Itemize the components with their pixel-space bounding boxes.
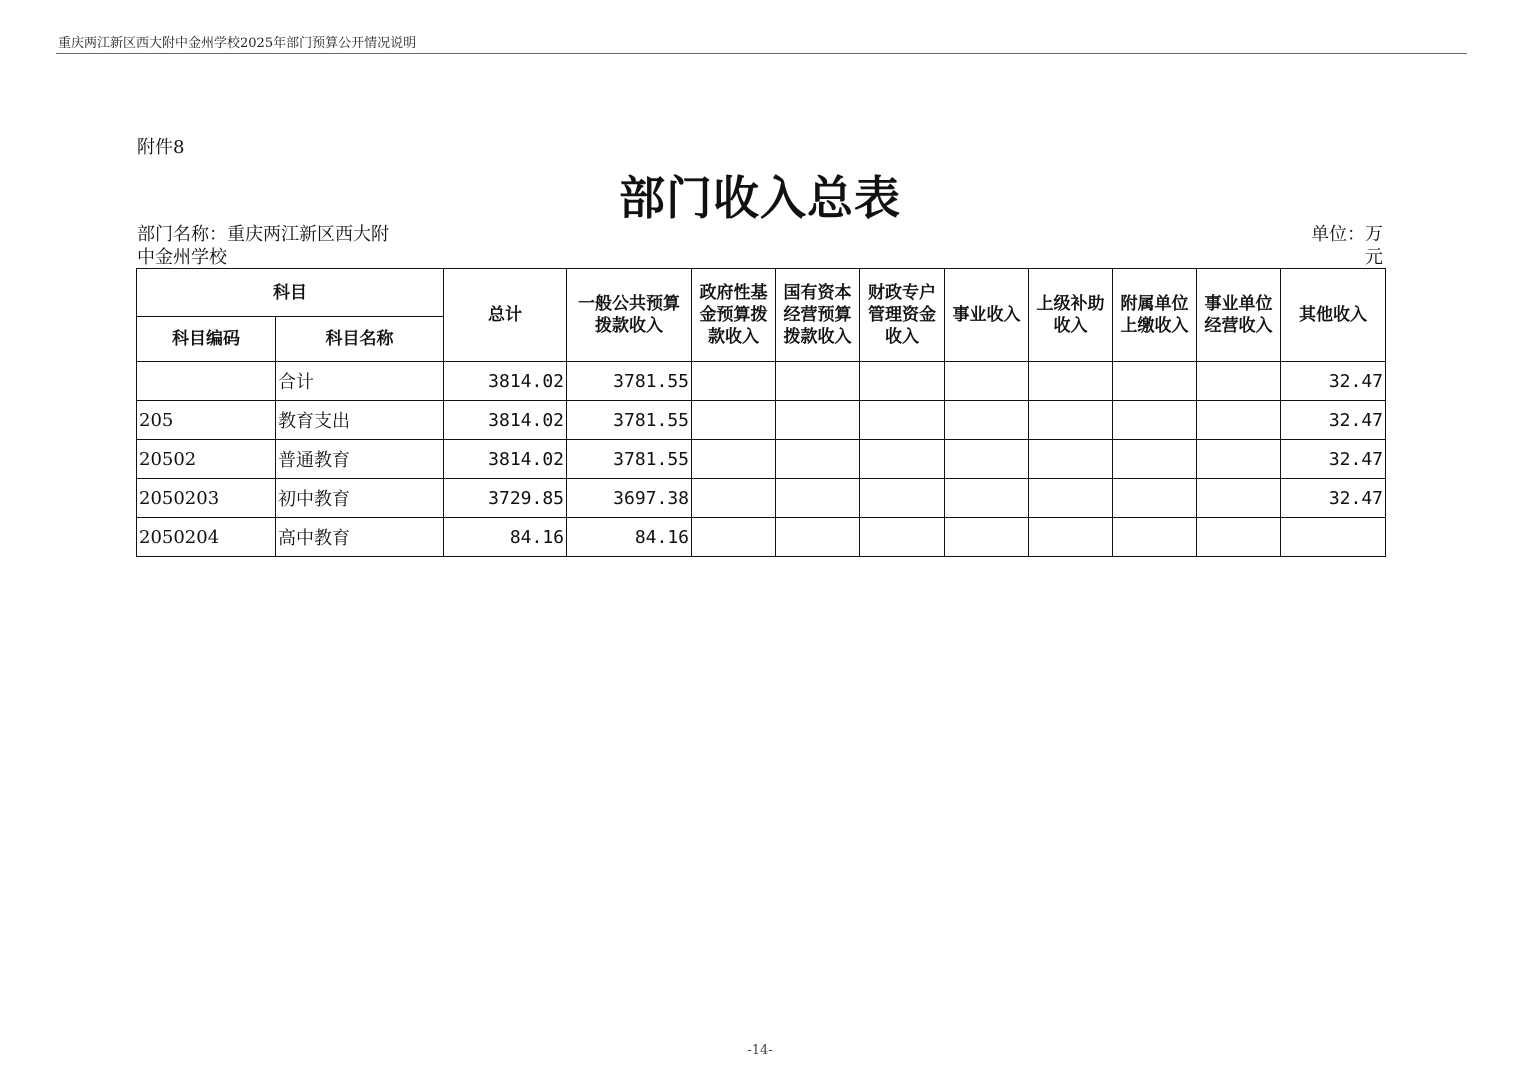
cell-total: 3814.02 [444, 362, 567, 401]
cell-affiliated-turnover [1113, 479, 1197, 518]
table-row [137, 440, 1386, 479]
cell-fiscal-special [860, 479, 945, 518]
cell-superior-subsidy [1029, 362, 1113, 401]
unit-label-line2: 元 [1365, 247, 1383, 268]
attachment-label: 附件8 [137, 137, 185, 158]
cell-other-income [1281, 518, 1386, 557]
header-total: 总计 [444, 269, 567, 362]
cell-superior-subsidy [1029, 518, 1113, 557]
cell-superior-subsidy [1029, 440, 1113, 479]
table-row [137, 362, 1386, 401]
cell-business-operation [1197, 362, 1281, 401]
cell-general-budget: 3781.55 [567, 401, 692, 440]
cell-business-income [945, 440, 1029, 479]
cell-total: 3729.85 [444, 479, 567, 518]
department-name [137, 223, 437, 269]
header-subject-code: 科目编码 [137, 317, 276, 362]
cell-business-operation [1197, 440, 1281, 479]
cell-total: 84.16 [444, 518, 567, 557]
cell-business-operation [1197, 401, 1281, 440]
cell-fiscal-special [860, 518, 945, 557]
cell-name: 普通教育 [276, 440, 444, 479]
cell-business-income [945, 362, 1029, 401]
cell-affiliated-turnover [1113, 440, 1197, 479]
cell-state-capital [776, 479, 860, 518]
cell-superior-subsidy [1029, 479, 1113, 518]
cell-other-income: 32.47 [1281, 401, 1386, 440]
cell-state-capital [776, 401, 860, 440]
header-other-income: 其他收入 [1281, 269, 1386, 362]
table-row [137, 401, 1386, 440]
page-number: -14- [747, 1043, 773, 1058]
unit-label-line1: 单位：万 [1311, 224, 1383, 245]
header-affiliated-turnover: 附属单位上缴收入 [1113, 269, 1197, 362]
department-name-line1: 部门名称：重庆两江新区西大附 [137, 224, 389, 245]
header-superior-subsidy: 上级补助收入 [1029, 269, 1113, 362]
cell-total: 3814.02 [444, 401, 567, 440]
page-title: 部门收入总表 [619, 171, 901, 225]
header-gov-fund: 政府性基金预算拨款收入 [692, 269, 776, 362]
cell-gov-fund [692, 479, 776, 518]
cell-other-income: 32.47 [1281, 440, 1386, 479]
cell-code: 205 [137, 401, 276, 440]
cell-business-income [945, 518, 1029, 557]
header-business-operation: 事业单位经营收入 [1197, 269, 1281, 362]
cell-code: 2050203 [137, 479, 276, 518]
header-subject-name: 科目名称 [276, 317, 444, 362]
cell-affiliated-turnover [1113, 362, 1197, 401]
department-name-line2: 中金州学校 [137, 247, 227, 268]
cell-gov-fund [692, 440, 776, 479]
cell-code: 2050204 [137, 518, 276, 557]
cell-other-income: 32.47 [1281, 362, 1386, 401]
cell-name: 初中教育 [276, 479, 444, 518]
income-summary-table [136, 268, 1386, 557]
cell-name: 高中教育 [276, 518, 444, 557]
cell-gov-fund [692, 518, 776, 557]
cell-general-budget: 84.16 [567, 518, 692, 557]
header-state-capital: 国有资本经营预算拨款收入 [776, 269, 860, 362]
cell-code: 20502 [137, 440, 276, 479]
cell-business-operation [1197, 518, 1281, 557]
cell-name: 合计 [276, 362, 444, 401]
cell-state-capital [776, 440, 860, 479]
cell-name: 教育支出 [276, 401, 444, 440]
cell-business-income [945, 479, 1029, 518]
cell-affiliated-turnover [1113, 401, 1197, 440]
cell-fiscal-special [860, 401, 945, 440]
cell-gov-fund [692, 362, 776, 401]
cell-general-budget: 3781.55 [567, 440, 692, 479]
running-header: 重庆两江新区西大附中金州学校2025年部门预算公开情况说明 [58, 36, 417, 51]
header-business-income: 事业收入 [945, 269, 1029, 362]
table-row [137, 479, 1386, 518]
cell-state-capital [776, 518, 860, 557]
header-general-budget: 一般公共预算拨款收入 [567, 269, 692, 362]
cell-business-income [945, 401, 1029, 440]
header-rule [56, 53, 1467, 54]
cell-business-operation [1197, 479, 1281, 518]
cell-general-budget: 3781.55 [567, 362, 692, 401]
cell-gov-fund [692, 401, 776, 440]
cell-code [137, 362, 276, 401]
cell-total: 3814.02 [444, 440, 567, 479]
unit-label [1296, 223, 1383, 269]
cell-fiscal-special [860, 362, 945, 401]
header-fiscal-special: 财政专户管理资金收入 [860, 269, 945, 362]
cell-fiscal-special [860, 440, 945, 479]
header-subject-group: 科目 [137, 269, 444, 317]
cell-general-budget: 3697.38 [567, 479, 692, 518]
cell-superior-subsidy [1029, 401, 1113, 440]
cell-other-income: 32.47 [1281, 479, 1386, 518]
table-row [137, 518, 1386, 557]
cell-state-capital [776, 362, 860, 401]
cell-affiliated-turnover [1113, 518, 1197, 557]
